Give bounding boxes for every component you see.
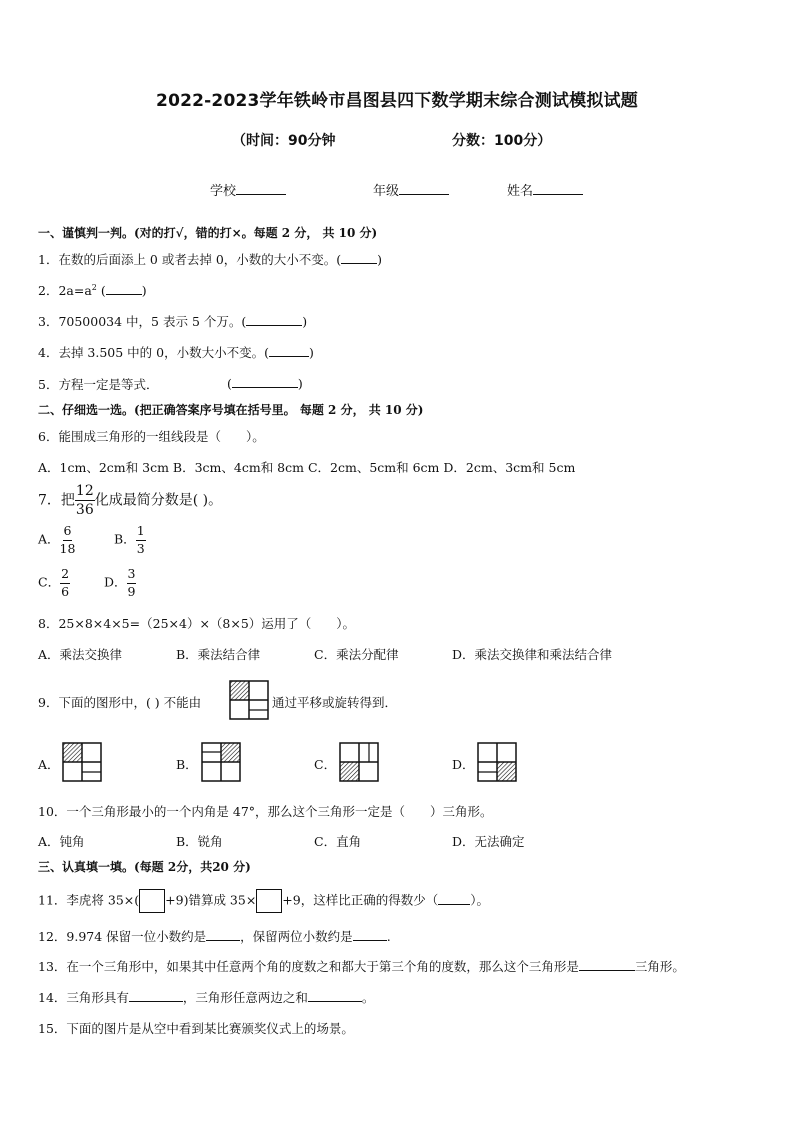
name-label: 姓名 <box>507 184 534 199</box>
q8-option-c[interactable]: C．乘法分配律 <box>314 647 399 662</box>
exam-time: （时间：90分钟 <box>232 133 336 149</box>
q8-option-a[interactable]: A．乘法交换律 <box>38 647 123 662</box>
question-15: 15．下面的图片是从空中看到某比赛颁奖仪式上的场景。 <box>38 1021 354 1036</box>
section-3-heading: 三、认真填一填。(每题 2分，共20 分) <box>38 860 251 874</box>
question-8: 8．25×8×4×5=（25×4）×（8×5）运用了（ ）。 <box>38 616 356 631</box>
question-11: 11．李虎将 35×( +9)错算成 35× +9，这样比正确的得数少（ ）。 <box>38 889 489 913</box>
q12-blank-2[interactable] <box>353 928 387 941</box>
question-9-suffix: 通过平移或旋转得到． <box>272 695 398 710</box>
q11-answer-blank[interactable] <box>438 892 470 905</box>
q9-option-b-figure[interactable] <box>201 742 241 782</box>
q4-answer-blank[interactable] <box>269 344 309 357</box>
school-field <box>210 180 286 199</box>
q9-option-d-label[interactable]: D． <box>452 757 475 772</box>
q5-answer-blank[interactable] <box>232 375 298 388</box>
q9-option-c-label[interactable]: C． <box>314 757 337 772</box>
q8-option-b[interactable]: B．乘法结合律 <box>176 647 261 662</box>
question-13: 13．在一个三角形中，如果其中任意两个角的度数之和都大于第三个角的度数，那么这个三角形是 三角形。 <box>38 959 685 974</box>
q9-option-d-figure[interactable] <box>477 742 517 782</box>
q7-fraction: $\frac{12}{36}$ <box>75 483 94 518</box>
q11-box-2[interactable] <box>256 889 282 913</box>
q9-option-b-label[interactable]: B． <box>176 757 198 772</box>
question-6: 6．能围成三角形的一组线段是（ ）。 <box>38 429 265 444</box>
question-3: 3．70500034 中，5 表示 5 个万。( ) <box>38 314 308 329</box>
q10-option-d[interactable]: D．无法确定 <box>452 834 525 849</box>
exam-score: 分数：100分） <box>452 133 552 149</box>
question-5: 5．方程一定是等式． <box>38 377 159 392</box>
q13-answer-blank[interactable] <box>579 958 635 971</box>
grade-field <box>373 180 449 199</box>
question-7: 7．把 $\frac{12}{36}$ 化成最简分数是( )。 <box>38 483 223 518</box>
q9-reference-figure <box>229 680 269 720</box>
q7-option-d[interactable]: D． $\frac{3}{9}$ <box>104 566 136 599</box>
q7-option-c[interactable]: C． $\frac{2}{6}$ <box>38 566 70 599</box>
question-9-prefix: 9．下面的图形中，( ) 不能由 <box>38 695 202 710</box>
q10-option-a[interactable]: A．钝角 <box>38 834 85 849</box>
q11-box-1[interactable] <box>139 889 165 913</box>
q14-blank-1[interactable] <box>129 989 183 1002</box>
question-12: 12．9.974 保留一位小数约是 ，保留两位小数约是 . <box>38 929 391 944</box>
q9-option-c-figure[interactable] <box>339 742 379 782</box>
section-1-heading: 一、谨慎判一判。(对的打√，错的打×。每题 2 分， 共 10 分) <box>38 226 378 240</box>
question-1: 1．在数的后面添上 0 或者去掉 0，小数的大小不变。( ) <box>38 252 383 267</box>
q14-blank-2[interactable] <box>308 989 362 1002</box>
q3-answer-blank[interactable] <box>246 313 302 326</box>
q2-answer-blank[interactable] <box>106 282 142 295</box>
grade-blank[interactable] <box>399 182 449 195</box>
q9-option-a-label[interactable]: A． <box>38 757 60 772</box>
q8-option-d[interactable]: D．乘法交换律和乘法结合律 <box>452 647 613 662</box>
q1-answer-blank[interactable] <box>341 251 377 264</box>
question-2: 2．$2a=a^2$ ( ) <box>38 282 147 298</box>
page-title: 2022-2023学年铁岭市昌图县四下数学期末综合测试模拟试题 <box>156 91 638 111</box>
school-label: 学校 <box>210 184 237 199</box>
question-6-options: A．1cm、2cm和 3cm B．3cm、4cm和 8cm C．2cm、5cm和 6cm D．2cm、3cm和 5cm <box>38 460 576 475</box>
q7-option-b[interactable]: B． $\frac{1}{3}$ <box>114 523 145 556</box>
question-14: 14．三角形具有 ，三角形任意两边之和 。 <box>38 990 375 1005</box>
question-5-answer: ( ) <box>227 376 303 391</box>
question-4: 4．去掉 3.505 中的 0，小数大小不变。( ) <box>38 345 314 360</box>
q7-option-a[interactable]: A． $\frac{6}{18}$ <box>38 523 76 556</box>
q12-blank-1[interactable] <box>206 928 240 941</box>
grade-label: 年级 <box>373 184 400 199</box>
section-2-heading: 二、仔细选一选。(把正确答案序号填在括号里。 每题 2 分， 共 10 分) <box>38 403 424 417</box>
q9-option-a-figure[interactable] <box>62 742 102 782</box>
name-blank[interactable] <box>533 182 583 195</box>
question-10: 10．一个三角形最小的一个内角是 47°，那么这个三角形一定是（ ）三角形。 <box>38 804 493 819</box>
q10-option-c[interactable]: C．直角 <box>314 834 362 849</box>
name-field <box>507 180 583 199</box>
school-blank[interactable] <box>236 182 286 195</box>
q10-option-b[interactable]: B．锐角 <box>176 834 223 849</box>
